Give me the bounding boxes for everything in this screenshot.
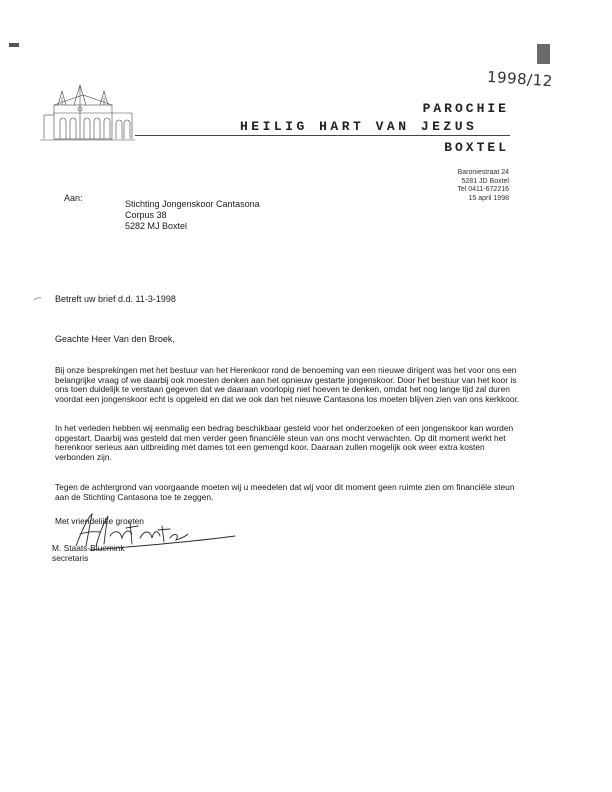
signatory-title: secretaris xyxy=(52,552,89,563)
closing-phrase: Met vriendelijke groeten xyxy=(55,516,144,526)
letterhead-parish-name: HEILIG HART VAN JEZUS xyxy=(240,119,478,134)
scan-mark-left xyxy=(9,43,19,47)
recipient-label: Aan: xyxy=(64,193,83,203)
salutation: Geachte Heer Van den Broek, xyxy=(55,334,175,344)
signatory-block xyxy=(52,544,125,564)
letterhead-town: BOXTEL xyxy=(444,140,509,155)
body-paragraph-2: In het verleden hebben wij eenmalig een bedrag beschikbaar gesteld voor het onderzoeken of een jongenskoor kan worden opgestart. Daarbij was gesteld dat men verder geen financiële steun van ons mocht verwachten. Op dit moment werkt het herenkoor serieus aan uitbreiding met dames tot een gemengd koor. Daaraan zullen mogelijk ook weer extra kosten verbonden zijn. xyxy=(55,423,514,462)
sender-address-block xyxy=(457,169,509,203)
subject-line: Betreft uw brief d.d. 11-3-1998 xyxy=(55,294,176,304)
sender-postal: 5281 JD Boxtel xyxy=(461,177,509,185)
recipient-city: 5282 MJ Boxtel xyxy=(125,221,188,231)
sender-street: Baroniestraat 24 xyxy=(457,169,509,176)
signatory-name: M. Staats-Bluemink xyxy=(52,543,125,553)
recipient-street: Corpus 38 xyxy=(125,210,167,220)
recipient-address-block xyxy=(125,199,260,232)
handwritten-reference: 1998/12 xyxy=(486,67,554,91)
scan-mark-right xyxy=(537,44,550,64)
recipient-name: Stichting Jongenskoor Cantasona xyxy=(125,199,260,209)
letterhead-rule xyxy=(135,135,510,136)
margin-mark xyxy=(33,297,42,301)
church-logo-icon xyxy=(40,83,135,141)
letter-date: 15 april 1998 xyxy=(468,194,509,202)
letterhead-parish: PAROCHIE xyxy=(422,101,509,116)
sender-phone: Tel 0411-672216 xyxy=(457,186,509,194)
body-paragraph-3: Tegen de achtergrond van voorgaande moeten wij u meedelen dat wij voor dit moment geen ruimte zien om financiële steun aan de Stichting Cantasona toe te zeggen. xyxy=(55,482,515,502)
body-paragraph-1: Bij onze besprekingen met het bestuur van het Herenkoor rond de benoeming van een nieuwe dirigent was het voor ons een belangrijke vraag of we daarbij ook moesten denken aan het opnieuw gestarte jongenskoor. Door het bestuur van het koor is ons toen duidelijk te verstaan gegeven dat we daaraan voorlopig niet hoeven te denken, omdat het nog lange tijd zal duren voordat een jongenskoor echt is opgeleid en dat we ook dan het nieuwe Cantasona los moeten blijven zien van ons kerkkoor. xyxy=(55,365,520,404)
